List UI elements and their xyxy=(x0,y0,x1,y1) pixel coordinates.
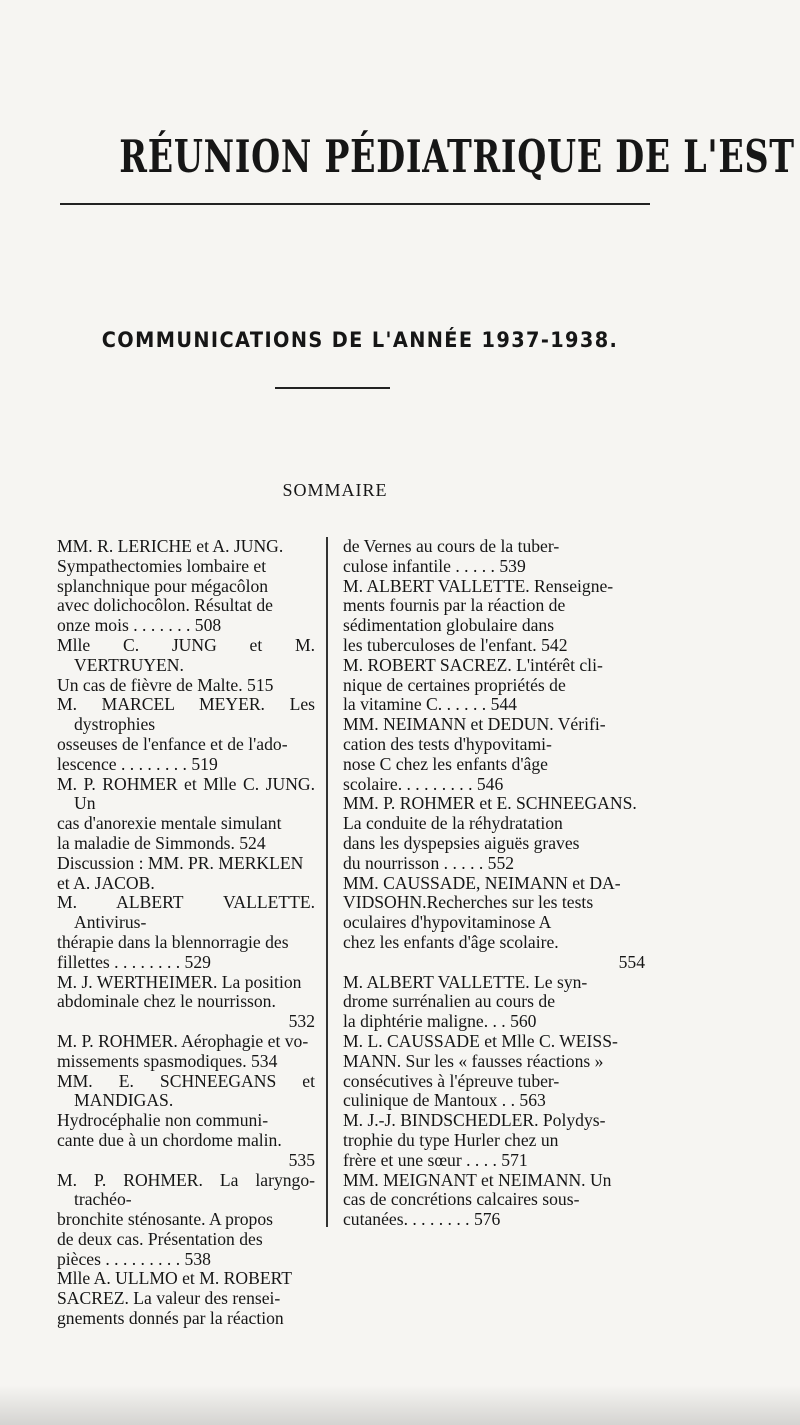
toc-entry-line: osseuses de l'enfance et de l'ado- xyxy=(57,733,288,754)
toc-entry-line: M. J. WERTHEIMER. La position xyxy=(57,971,302,992)
communications-title: COMMUNICATIONS DE L'ANNÉE 1937-1938. xyxy=(101,328,619,352)
toc-entry xyxy=(57,893,315,972)
toc-entry-line: frère et une sœur . . . . 571 xyxy=(343,1149,528,1170)
toc-entry-line: la maladie de Simmonds. 524 xyxy=(57,832,266,853)
toc-entry-line: les tuberculoses de l'enfant. 542 xyxy=(343,634,568,655)
toc-entry-line: Hydrocéphalie non communi- xyxy=(57,1110,269,1131)
toc-entry-line: M. ROBERT SACREZ. L'intérêt cli- xyxy=(343,654,603,675)
toc-entry-line: de deux cas. Présentation des xyxy=(57,1228,263,1249)
toc-entry-line: splanchnique pour mégacôlon xyxy=(57,575,269,596)
toc-entry-line: du nourrisson . . . . . 552 xyxy=(343,852,515,873)
column-divider xyxy=(326,537,328,1227)
toc-entry-line: MM. E. SCHNEEGANS et MANDIGAS. xyxy=(57,1070,315,1111)
toc-entry-line: MM. MEIGNANT et NEIMANN. Un xyxy=(343,1169,612,1190)
toc-entry xyxy=(343,1171,645,1230)
toc-entry-line: M. MARCEL MEYER. Les dystrophies xyxy=(57,694,315,735)
toc-entry xyxy=(343,874,645,973)
toc-entry-line: et A. JACOB. xyxy=(57,872,155,893)
toc-entry-line: 532 xyxy=(288,1011,315,1032)
toc-entry-line: M. ALBERT VALLETTE. Antivirus- xyxy=(57,892,315,933)
toc-entry-line: culose infantile . . . . . 539 xyxy=(343,555,526,576)
toc-entry-line: M. P. ROHMER. La laryngo-trachéo- xyxy=(57,1169,315,1210)
toc-entry-line: sédimentation globulaire dans xyxy=(343,615,555,636)
toc-entry-line: onze mois . . . . . . . 508 xyxy=(57,615,222,636)
toc-entry-line: la diphtérie maligne. . . 560 xyxy=(343,1011,537,1032)
toc-entry-line: Un cas de fièvre de Malte. 515 xyxy=(57,674,274,695)
toc-entry xyxy=(343,1111,645,1170)
toc-entry-line: MM. CAUSSADE, NEIMANN et DA- xyxy=(343,872,621,893)
toc-entry-line: M. L. CAUSSADE et Mlle C. WEISS- xyxy=(343,1030,618,1051)
toc-entry xyxy=(343,794,645,873)
toc-entry-line: Mlle A. ULLMO et M. ROBERT xyxy=(57,1268,292,1289)
toc-entry-line: 554 xyxy=(618,951,645,972)
toc-entry-line: drome surrénalien au cours de xyxy=(343,991,556,1012)
toc-entry-line: MANN. Sur les « fausses réactions » xyxy=(343,1050,604,1071)
toc-entry-line: ments fournis par la réaction de xyxy=(343,595,566,616)
section-divider-rule xyxy=(275,387,390,389)
toc-entry xyxy=(57,1171,315,1270)
toc-entry-line: M. P. ROHMER et Mlle C. JUNG. Un xyxy=(57,773,315,814)
toc-entry xyxy=(57,1072,315,1171)
toc-entry-line: nose C chez les enfants d'âge xyxy=(343,753,548,774)
toc-entry xyxy=(343,973,645,1032)
toc-entry xyxy=(57,537,315,636)
toc-entry-line: consécutives à l'épreuve tuber- xyxy=(343,1070,560,1091)
toc-entry-line: M. P. ROHMER. Aérophagie et vo- xyxy=(57,1030,309,1051)
left-column xyxy=(57,537,315,1329)
toc-entry xyxy=(57,775,315,894)
toc-entry xyxy=(343,656,645,715)
toc-entry xyxy=(343,715,645,794)
toc-entry-line: gnements donnés par la réaction xyxy=(57,1308,284,1329)
toc-entry-line: trophie du type Hurler chez un xyxy=(343,1129,559,1150)
toc-entry-line: la vitamine C. . . . . . 544 xyxy=(343,694,517,715)
toc-entry xyxy=(57,973,315,1032)
toc-entry-line: MM. R. LERICHE et A. JUNG. xyxy=(57,536,284,556)
toc-entry-line: cas d'anorexie mentale simulant xyxy=(57,813,282,834)
toc-entry-line: bronchite sténosante. A propos xyxy=(57,1209,273,1230)
toc-entry-line: missements spasmodiques. 534 xyxy=(57,1050,278,1071)
header-rule xyxy=(60,203,650,205)
toc-entry-line: chez les enfants d'âge scolaire. xyxy=(343,931,559,952)
toc-entry-line: cation des tests d'hypovitami- xyxy=(343,733,552,754)
toc-entry-line: SACREZ. La valeur des rensei- xyxy=(57,1288,281,1309)
toc-entry xyxy=(57,636,315,695)
sommaire-heading: SOMMAIRE xyxy=(282,480,388,500)
toc-entry-line: Discussion : MM. PR. MERKLEN xyxy=(57,852,304,873)
toc-entry-line: VIDSOHN.Recherches sur les tests xyxy=(343,892,594,913)
scan-shadow xyxy=(0,1385,800,1425)
toc-entry-line: abdominale chez le nourrisson. xyxy=(57,991,276,1012)
toc-entry-line: avec dolichocôlon. Résultat de xyxy=(57,595,273,616)
toc-entry-line: dans les dyspepsies aiguës graves xyxy=(343,832,580,853)
journal-header: RÉUNION PÉDIATRIQUE DE L'EST xyxy=(119,130,795,183)
toc-entry xyxy=(343,577,645,656)
toc-entry-line: cutanées. . . . . . . . 576 xyxy=(343,1209,501,1230)
toc-entry-line: thérapie dans la blennorragie des xyxy=(57,931,289,952)
toc-entry-line: lescence . . . . . . . . 519 xyxy=(57,753,218,774)
toc-entry xyxy=(57,1269,315,1328)
toc-entry-line: M. ALBERT VALLETTE. Renseigne- xyxy=(343,575,614,596)
right-column xyxy=(343,537,645,1230)
toc-entry-line: Mlle C. JUNG et M. VERTRUYEN. xyxy=(57,634,315,675)
toc-entry-line: pièces . . . . . . . . . 538 xyxy=(57,1248,211,1269)
toc-entry-line: nique de certaines propriétés de xyxy=(343,674,566,695)
toc-entry-line: de Vernes au cours de la tuber- xyxy=(343,536,560,556)
toc-entry xyxy=(57,1032,315,1072)
toc-entry-line: MM. NEIMANN et DEDUN. Vérifi- xyxy=(343,714,606,735)
toc-entry-line: scolaire. . . . . . . . . 546 xyxy=(343,773,504,794)
toc-entry-line: cante due à un chordome malin. xyxy=(57,1129,282,1150)
toc-entry-line: culinique de Mantoux . . 563 xyxy=(343,1090,546,1111)
toc-entry-line: M. ALBERT VALLETTE. Le syn- xyxy=(343,971,588,992)
toc-entry-line: 535 xyxy=(288,1149,315,1170)
toc-entry-line: oculaires d'hypovitaminose A xyxy=(343,912,552,933)
toc-entry-line: Sympathectomies lombaire et xyxy=(57,555,267,576)
toc-entry-line: cas de concrétions calcaires sous- xyxy=(343,1189,580,1210)
toc-entry xyxy=(343,537,645,577)
toc-entry-line: MM. P. ROHMER et E. SCHNEEGANS. xyxy=(343,793,637,814)
toc-entry-line: fillettes . . . . . . . . 529 xyxy=(57,951,211,972)
toc-entry xyxy=(57,695,315,774)
toc-entry-line: M. J.-J. BINDSCHEDLER. Polydys- xyxy=(343,1110,606,1131)
toc-entry-line: La conduite de la réhydratation xyxy=(343,813,563,834)
toc-entry xyxy=(343,1032,645,1111)
